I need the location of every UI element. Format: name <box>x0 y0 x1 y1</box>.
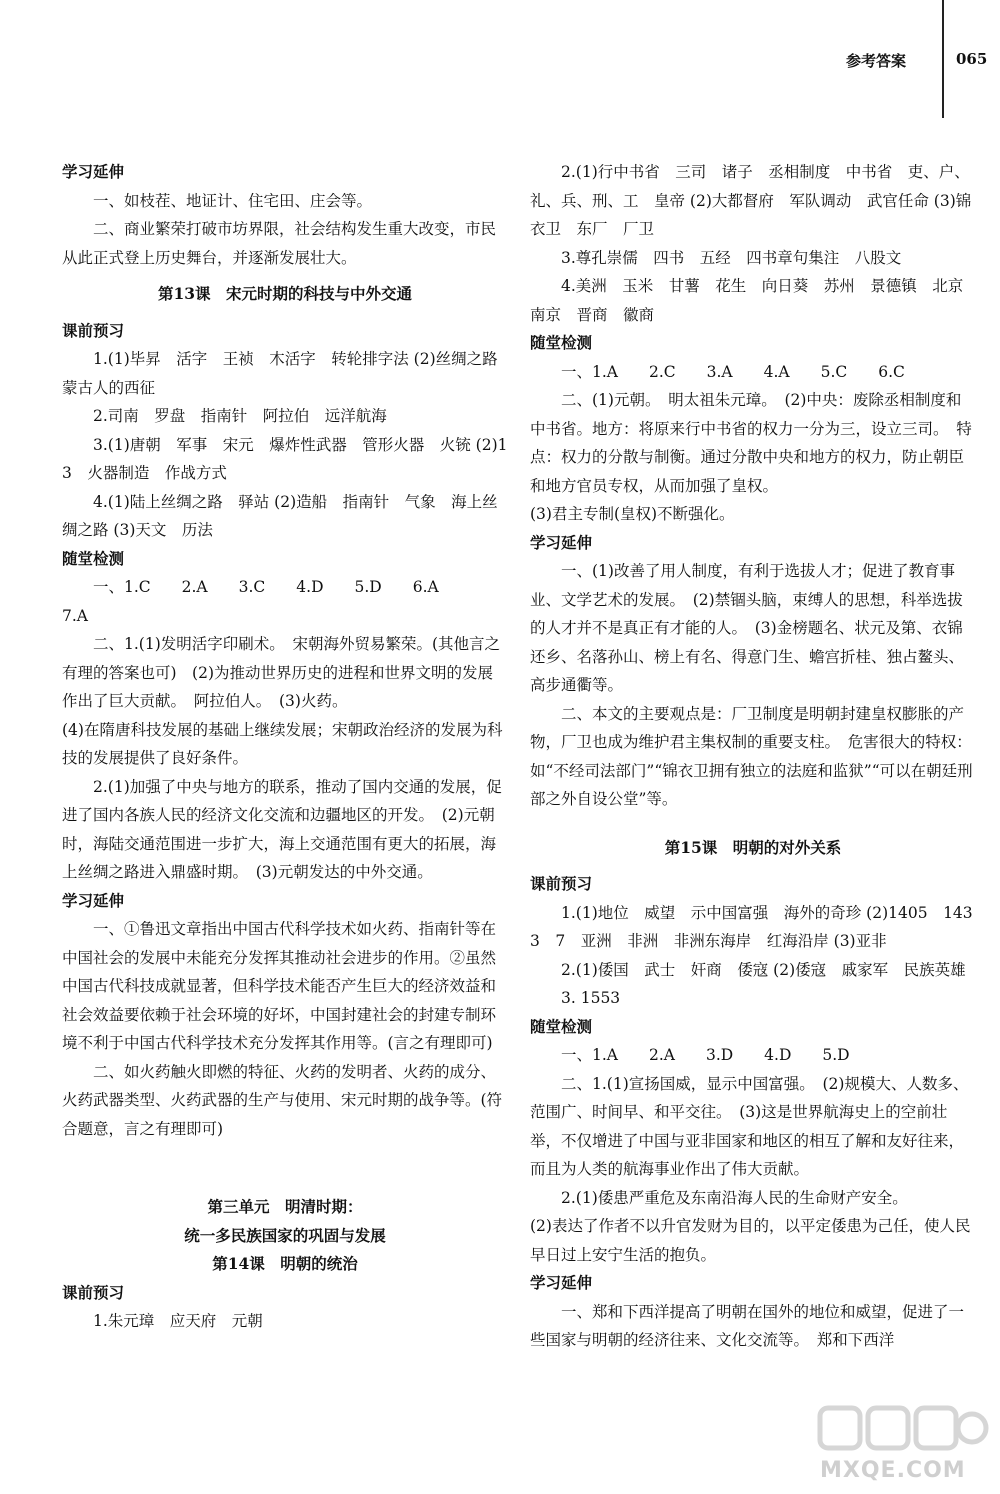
answer-text: 二、如火药触火即燃的特征、火药的发明者、火药的成分、火药武器类型、火药武器的生产与使用、宋元时期的战争等。(符合题意，言之有理即可) <box>62 1062 503 1138</box>
answer-text: 一、如枝茬、地证计、住宅田、庄会等。 <box>93 191 373 210</box>
page-number: 065 <box>956 50 988 68</box>
answer-text: 3.(1)唐朝 军事 宋元 爆炸性武器 管形火器 火铳 (2)13 火器制造 作战方式 <box>62 435 508 482</box>
answer-text: (3)君主专制(皇权)不断强化。 <box>530 505 735 523</box>
section-heading: 学习延伸 <box>62 162 125 181</box>
answer-text: 一、(1)改善了用人制度，有利于选拔人才；促进了教育事业、文学艺术的发展。 (2)禁锢头脑，束缚人的思想，科举选拔的人才并不是真正有才能的人。 (3)金榜题名、状元及第、衣锦还乡、名落孙山、榜上有名、得意门生、蟾宫折桂、独占鳌头、高步通衢等。 <box>530 562 965 694</box>
answer-text: 3. 1553 <box>561 989 621 1007</box>
answer-text: 二、本文的主要观点是：厂卫制度是明朝封建皇权膨胀的产物，厂卫也成为维护君主集权制的重要支柱。 危害很大的特权：如“不经司法部门”“锦衣卫拥有独立的法庭和监狱”“可以在朝廷刑部之外自设公堂”等。 <box>530 704 973 808</box>
unit-title: 第三单元 明清时期： <box>207 1197 363 1216</box>
section-heading: 随堂检测 <box>530 1016 593 1036</box>
answer-text: 一、1.C 2.A 3.C 4.D 5.D 6.A <box>93 578 439 596</box>
section-heading: 学习延伸 <box>530 1273 593 1292</box>
answer-text: 4.美洲 玉米 甘薯 花生 向日葵 苏州 景德镇 北京 南京 晋商 徽商 <box>530 277 979 324</box>
running-header-title: 参考答案 <box>846 52 907 70</box>
answer-text: 一、1.A 2.C 3.A 4.A 5.C 6.C <box>561 362 905 381</box>
answer-text: (4)在隋唐科技发展的基础上继续发展；宋朝政治经济的发展为科技的发展提供了良好条件。 <box>62 720 503 767</box>
answer-text: 1.(1)毕昇 活字 王祯 木活字 转轮排字法 (2)丝绸之路 蒙古人的西征 <box>62 350 514 397</box>
answer-text: 二、1.(1)发明活字印刷术。 宋朝海外贸易繁荣。(其他言之有理的答案也可) (2)为推动世界历史的进程和世界文明的发展作出了巨大贡献。 阿拉伯人。 (3)火药。 <box>62 635 501 710</box>
right-column <box>530 158 979 1355</box>
section-heading: 学习延伸 <box>62 890 125 910</box>
lesson-title: 第15课 明朝的对外关系 <box>664 837 842 857</box>
section-heading: 随堂检测 <box>530 333 593 352</box>
answer-text: 1.朱元璋 应天府 元朝 <box>93 1312 263 1330</box>
answer-text: 一、郑和下西洋提高了明朝在国外的地位和威望，促进了一些国家与明朝的经济往来、文化交流等。 郑和下西洋 <box>530 1302 965 1349</box>
answer-text: 2.(1)倭患严重危及东南沿海人民的生命财产安全。 <box>561 1188 908 1207</box>
answer-text: 2.司南 罗盘 指南针 阿拉伯 远洋航海 <box>93 407 387 425</box>
answer-text: 2.(1)倭国 武士 奸商 倭寇 (2)倭寇 戚家军 民族英雄 <box>561 960 966 979</box>
header-divider <box>942 0 944 118</box>
section-heading: 课前预习 <box>530 874 593 893</box>
section-heading: 随堂检测 <box>62 548 125 568</box>
section-heading: 学习延伸 <box>530 532 593 552</box>
lesson-title: 第13课 宋元时期的科技与中外交通 <box>157 284 413 303</box>
lesson-title: 第14课 明朝的统治 <box>212 1254 358 1273</box>
answer-text: 4.(1)陆上丝绸之路 驿站 (2)造船 指南针 气象 海上丝绸之路 (3)天文 历法 <box>62 492 498 539</box>
answer-text: (2)表达了作者不以升官发财为目的，以平定倭患为己任，使人民早日过上安宁生活的抱负。 <box>530 1217 971 1264</box>
section-heading: 课前预习 <box>62 1282 125 1302</box>
unit-subtitle: 统一多民族国家的巩固与发展 <box>184 1225 386 1245</box>
answer-text: 7.A <box>62 606 88 625</box>
answer-text: 3.尊孔崇儒 四书 五经 四书章句集注 八股文 <box>561 248 902 267</box>
answer-text: 一、1.A 2.A 3.D 4.D 5.D <box>561 1046 850 1064</box>
answer-text: 二、(1)元朝。 明太祖朱元璋。 (2)中央：废除丞相制度和中书省。地方：将原来行中书省的权力一分为三，设立三司。 特点：权力的分散与制衡。通过分散中央和地方的权力，防止朝臣和地方官员专权，从而加强了皇权。 <box>530 391 972 495</box>
watermark-text: MXQE.COM <box>820 1458 966 1483</box>
left-column <box>62 158 514 1336</box>
answer-text: 2.(1)行中书省 三司 诸子 丞相制度 中书省 吏、户、礼、兵、刑、工 皇帝 (2)大都督府 军队调动 武官任命 (3)锦衣卫 东厂 厂卫 <box>530 163 972 238</box>
answer-text: 一、①鲁迅文章指出中国古代科学技术如火药、指南针等在中国社会的发展中未能充分发挥其推动社会进步的作用。②虽然中国古代科技成就显著，但科学技术能否产生巨大的经济效益和社会效益要依赖于社会环境的好坏，中国封建社会的封建专制环境不利于中国古代科学技术充分发挥其作用等。(言之有理即可) <box>62 920 497 1052</box>
answer-text: 二、商业繁荣打破市坊界限，社会结构发生重大改变，市民从此正式登上历史舞台，并逐渐发展壮大。 <box>62 220 497 267</box>
answer-text: 二、1.(1)宣扬国威，显示中国富强。 (2)规模大、人数多、范围广、时间早、和平交往。 (3)这是世界航海史上的空前壮举，不仅增进了中国与亚非国家和地区的相互了解和友好往来，而且为人类的航海事业作出了伟大贡献。 <box>530 1074 969 1178</box>
answer-text: 1.(1)地位 威望 示中国富强 海外的奇珍 (2)1405 1433 7 亚洲 非洲 非洲东海岸 红海沿岸 (3)亚非 <box>530 903 973 950</box>
section-heading: 课前预习 <box>62 320 125 340</box>
answer-text: 2.(1)加强了中央与地方的联系，推动了国内交通的发展，促进了国内各族人民的经济文化交流和边疆地区的开发。 (2)元朝时，海陆交通范围进一步扩大，海上交通范围有更大的拓展，海上丝绸之路进入鼎盛时期。 (3)元朝发达的中外交通。 <box>62 777 502 881</box>
